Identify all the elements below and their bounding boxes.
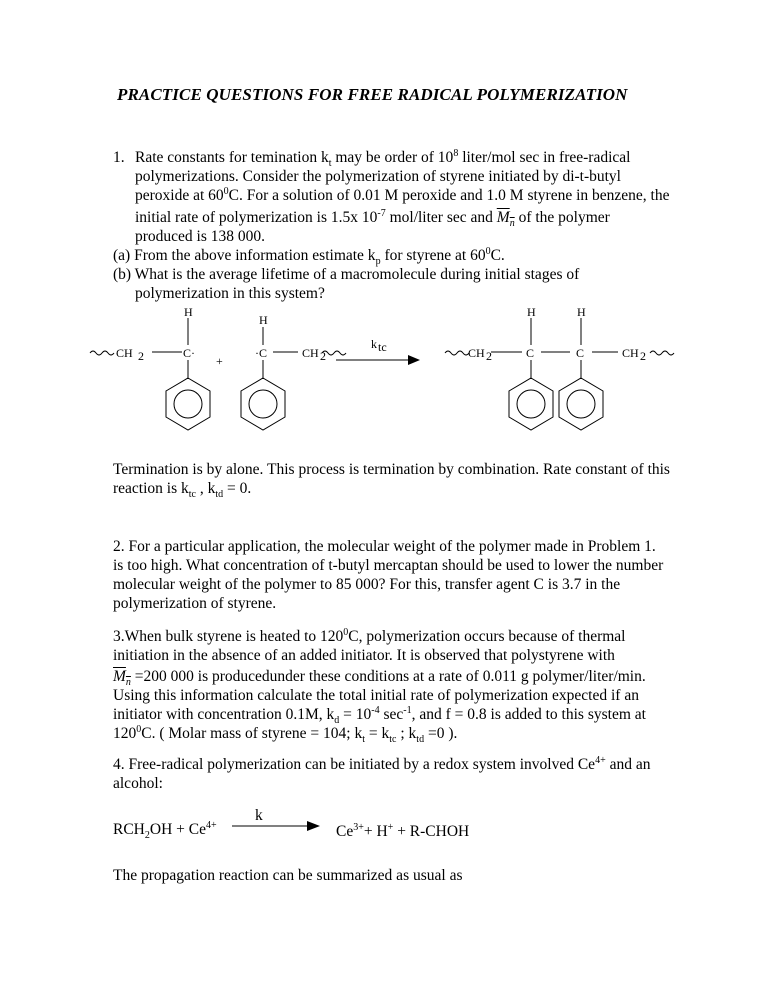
rate-constant-ktc: k xyxy=(371,337,377,351)
question-1-number: 1. xyxy=(113,149,125,166)
plus-sign: + xyxy=(216,354,223,368)
svg-text:tc: tc xyxy=(378,340,387,354)
redox-rate-constant: k xyxy=(255,807,263,824)
group-ch2: CH xyxy=(622,346,639,360)
q1-line-4: initial rate of polymerization is 1.5x $10^{-7}$ mol/liter sec and $M_n$ of the polymer xyxy=(135,207,610,230)
atom-h: H xyxy=(184,305,193,319)
redox-lhs: $RCH_2OH + Ce^{4+}$ xyxy=(113,819,217,842)
svg-text:2: 2 xyxy=(486,349,492,363)
q1-line-5: produced is 138 000. xyxy=(135,228,266,245)
question-2: 2. For a particular application, the molecular weight of the polymer made in Problem 1. is too high. What concentration of t-butyl mercaptan should be used to lower the number molecular weight of the polymer to 85 000? For this, transfer agent C is 3.7 in the polymerization of styrene. xyxy=(113,538,664,612)
group-ch2: CH xyxy=(116,346,133,360)
radical-carbon: ·C xyxy=(255,346,267,360)
mn-symbol: $M_n$ xyxy=(496,209,515,230)
redox-rhs: $Ce^{3+}+ H^+$ + R-CHOH xyxy=(336,821,470,840)
atom-c: C xyxy=(576,346,585,360)
atom-h: H xyxy=(577,305,586,319)
q1-part-b: (b) What is the average lifetime of a macromolecule during initial stages of polymerization in this system? xyxy=(113,266,580,302)
q1-part-a: (a) From the above information estimate $k_p$ for styrene at $60^0C$. xyxy=(113,245,505,268)
q1-line-3: peroxide at $60^0C$. For a solution of 0.01 M peroxide and 1.0 M styrene in benzene, the xyxy=(135,185,670,204)
q1-line-2: polymerizations. Consider the polymerization of styrene initiated by di-t-butyl xyxy=(135,168,621,185)
arrow-icon xyxy=(307,821,320,831)
question-3: 3.When bulk styrene is heated to $120^0C$, polymerization occurs because of thermal initiation in the absence of an added initiator. It is observed that polystyrene with $M_n =200$ 000 is producedunder these conditions at a rate of 0.011 g polymer/liter/min. Using this information calculate the total initial rate of polymerization expected if an initiator with concentration 0.1M, $k_d = 10^{-4}$ $\sec^{-1}$, and f = 0.8 is added to this system at $120^0C$. ( Molar mass of styrene = 104; $k_t = k_{tc}$ ; $k_{td} =0$ ). xyxy=(113,626,646,746)
radical-carbon: C· xyxy=(183,346,195,360)
atom-h: H xyxy=(527,305,536,319)
svg-text:2: 2 xyxy=(138,349,144,363)
atom-h: H xyxy=(259,313,268,327)
atom-c: C xyxy=(526,346,535,360)
termination-note: Termination is by alone. This process is termination by combination. Rate constant of this reaction is $k_{tc}$ , $k_{td} = 0$. xyxy=(113,461,670,501)
svg-text:2: 2 xyxy=(320,349,326,363)
mn-symbol: $M_n$ xyxy=(113,668,131,689)
group-ch2: CH xyxy=(468,346,485,360)
group-ch2: CH xyxy=(302,346,319,360)
propagation-text: The propagation reaction can be summarized as usual as xyxy=(113,867,463,884)
q1-line-1: Rate constants for temination $k_t$ may be order of $10^8$ liter/mol sec in free-radical xyxy=(135,147,631,170)
question-4: 4. Free-radical polymerization can be initiated by a redox system involved $Ce^{4+}$ and an alcohol: xyxy=(113,754,651,792)
page-title: PRACTICE QUESTIONS FOR FREE RADICAL POLYMERIZATION xyxy=(117,85,628,104)
svg-text:2: 2 xyxy=(640,349,646,363)
